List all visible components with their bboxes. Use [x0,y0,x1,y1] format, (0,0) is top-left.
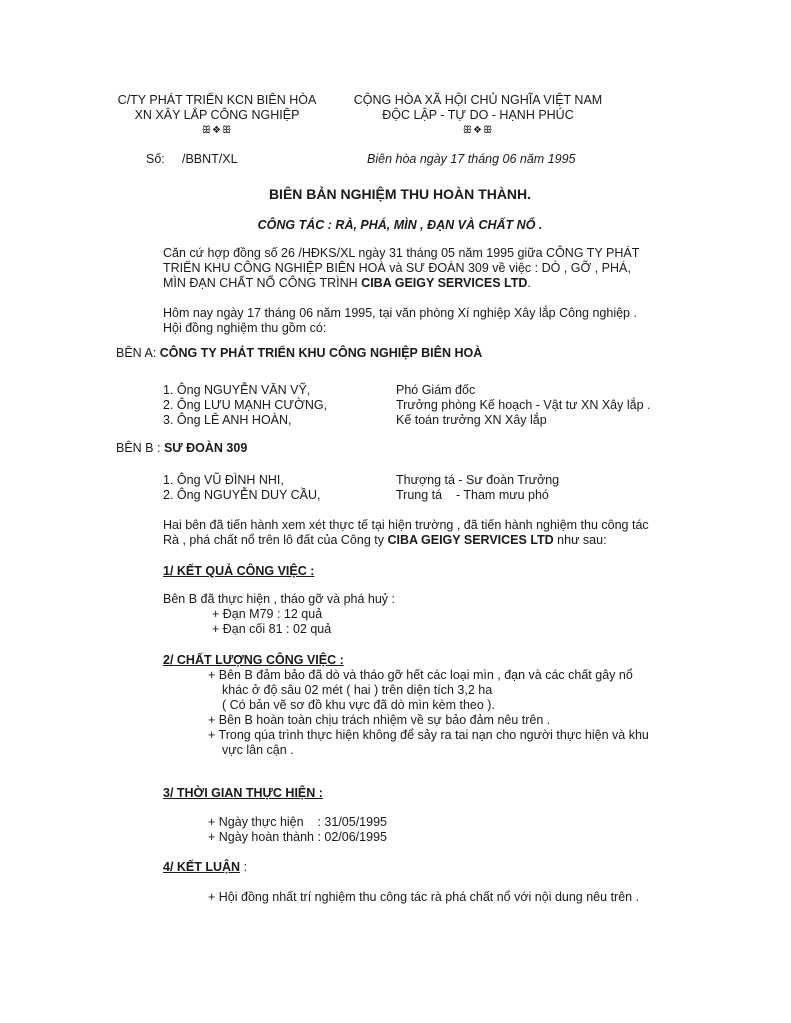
intro-line-3: MÌN ĐẠN CHẤT NỔ CÔNG TRÌNH CIBA GEIGY SERVICES LTD. [163,276,531,290]
section-4-line: + Hội đồng nhất trí nghiệm thu công tác rà phá chất nổ với nội dung nêu trên . [208,890,640,904]
section-4-heading: 4/ KẾT LUẬN : [163,860,248,874]
section-2-line: ( Có bản vẽ sơ đồ khu vực đã dò mìn kèm theo ). [222,698,495,712]
ornament-left: ꕥ❖ꕥ [201,125,233,136]
intro-line-1: Căn cứ hợp đồng số 26 /HĐKS/XL ngày 31 tháng 05 năm 1995 giữa CÔNG TY PHÁT [163,246,640,260]
doc-number: /BBNT/XL [182,152,238,166]
section-2-line: vực lân cận . [222,743,294,757]
section-3-line: + Ngày hoàn thành : 02/06/1995 [208,830,387,844]
document-subtitle: CÔNG TÁC : RÀ, PHÁ, MÌN , ĐẠN VÀ CHẤT NỔ . [257,218,543,232]
party-b-member-name: 1. Ông VŨ ĐÌNH NHI, [163,473,284,487]
party-a-member-name: 2. Ông LƯU MẠNH CƯỜNG, [163,398,328,412]
country-motto: CỘNG HÒA XÃ HỘI CHỦ NGHĨA VIỆT NAM [353,93,603,107]
intro-line-2: TRIỂN KHU CÔNG NGHIỆP BIÊN HOÀ và SƯ ĐOÀN 309 về việc : DÒ , GỠ , PHÁ, [163,261,631,275]
document-title: BIÊN BẢN NGHIỆM THU HOÀN THÀNH. [268,186,532,202]
party-b-member-role: Thượng tá - Sư đoàn Trưởng [396,473,560,487]
section-2-line: + Bên B đảm bảo đã dò và tháo gỡ hết các loại mìn , đạn và các chất gây nổ [208,668,633,682]
party-a-member-role: Kế toán trưởng XN Xây lắp [396,413,547,427]
section-1-item: + Đạn M79 : 12 quả [212,607,323,621]
section-3-heading: 3/ THỜI GIAN THỰC HIỆN : [163,786,323,800]
inspection-line-1: Hai bên đã tiến hành xem xét thực tế tại hiện trường , đã tiến hành nghiệm thu công tác [163,518,649,532]
party-a-member-role: Phó Giám đốc [396,383,476,397]
section-1-heading: 1/ KẾT QUẢ CÔNG VIỆC : [163,564,315,578]
section-2-line: khác ở độ sâu 02 mét ( hai ) trên diện tích 3,2 ha [222,683,493,697]
section-1-item: + Đạn cối 81 : 02 quả [212,622,332,636]
party-a-member-role: Trưởng phòng Kế hoạch - Vật tư XN Xây lắp . [396,398,651,412]
independence-motto: ĐỘC LẬP - TỰ DO - HẠNH PHÚC [382,108,574,122]
doc-number-label: Số: [146,152,165,166]
meeting-line-2: Hội đồng nghiệm thu gồm có: [163,321,327,335]
party-a-member-name: 1. Ông NGUYỄN VĂN VỸ, [163,383,311,397]
place-date: Biên hòa ngày 17 tháng 06 năm 1995 [367,152,576,166]
party-a-heading: BÊN A: CÔNG TY PHÁT TRIỂN KHU CÔNG NGHIỆP BIÊN HOÀ [116,346,483,360]
company-name: C/TY PHÁT TRIỂN KCN BIÊN HÒA [117,93,317,107]
department-name: XN XÂY LẮP CÔNG NGHIỆP [134,108,300,122]
section-1-line: Bên B đã thực hiện , tháo gỡ và phá huỷ : [163,592,395,606]
section-2-line: + Bên B hoàn toàn chịu trách nhiệm về sự bảo đảm nêu trên . [208,713,551,727]
party-a-member-name: 3. Ông LÊ ANH HOÀN, [163,413,292,427]
section-3-line: + Ngày thực hiện : 31/05/1995 [208,815,387,829]
party-b-member-name: 2. Ông NGUYỄN DUY CẦU, [163,488,321,502]
inspection-line-2: Rà , phá chất nổ trên lô đất của Công ty CIBA GEIGY SERVICES LTD như sau: [163,533,607,547]
section-2-line: + Trong qúa trình thực hiện không để sảy ra tai nạn cho người thực hiện và khu [208,728,649,742]
section-2-heading: 2/ CHẤT LƯỢNG CÔNG VIỆC : [163,653,344,667]
party-b-member-role: Trung tá - Tham mưu phó [396,488,549,502]
ornament-right: ꕥ❖ꕥ [462,125,494,136]
meeting-line-1: Hôm nay ngày 17 tháng 06 năm 1995, tại văn phòng Xí nghiệp Xây lắp Công nghiệp . [163,306,637,320]
party-b-heading: BÊN B : SƯ ĐOÀN 309 [116,441,248,455]
